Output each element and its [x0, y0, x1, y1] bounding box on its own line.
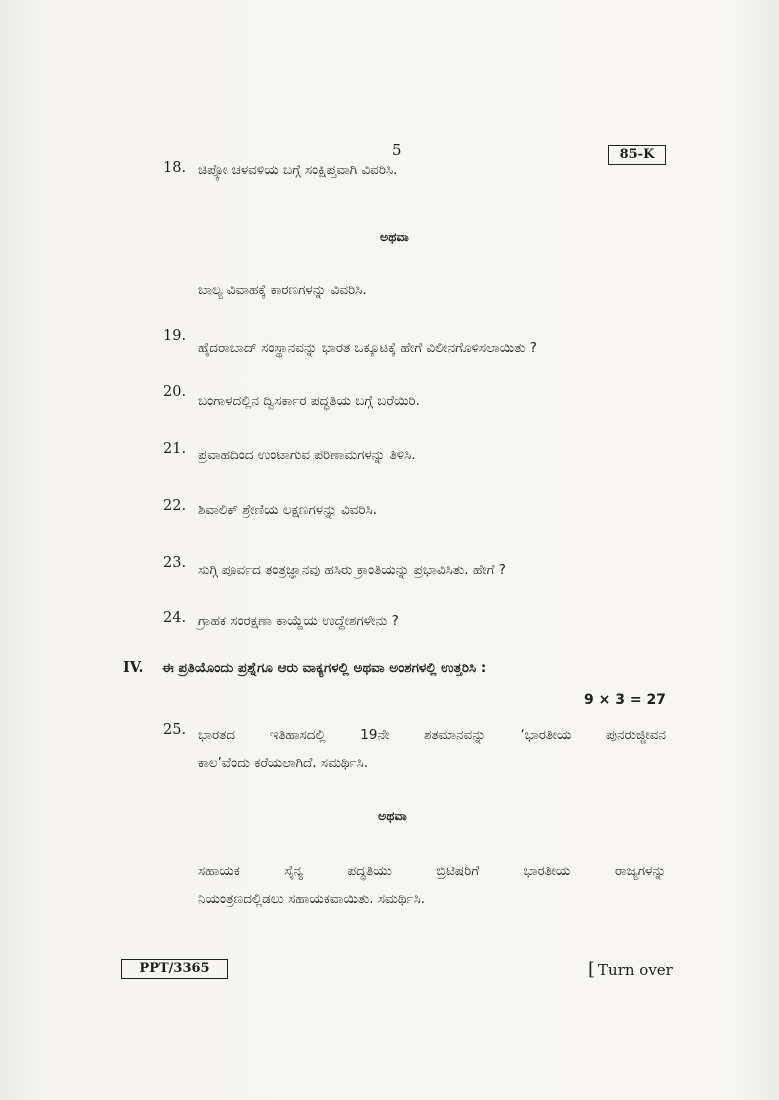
- or-label-25: ಅಥವಾ: [378, 808, 407, 823]
- or-label-18: ಅಥವಾ: [380, 229, 409, 244]
- question-22-text: ಶಿವಾಲಿಕ್ ಶ್ರೇಣಿಯ ಲಕ್ಷಣಗಳನ್ನು ವಿವರಿಸಿ.: [198, 502, 378, 518]
- question-25-line-2: ಕಾಲ’ವೆಂದು ಕರೆಯಲಾಗಿದೆ. ಸಮರ್ಥಿಸಿ.: [198, 755, 369, 771]
- question-20-text: ಬಂಗಾಳದಲ್ಲಿನ ದ್ವಿಸರ್ಕಾರ ಪದ್ಧತಿಯ ಬಗ್ಗೆ ಬರೆಯಿರಿ.: [198, 393, 420, 409]
- question-24-number: 24.: [163, 610, 187, 626]
- section-marks: 9 × 3 = 27: [584, 692, 666, 708]
- question-25-alt-line-1: ಸಹಾಯಕ ಸೈನ್ಯ ಪದ್ಧತಿಯು ಬ್ರಿಟಿಷರಿಗೆ ಭಾರತೀಯ ರಾಜ್ಯಗಳನ್ನು: [198, 863, 666, 879]
- booklet-code-box: PPT/3365: [121, 959, 228, 979]
- question-18-alt-text: ಬಾಲ್ಯ ವಿವಾಹಕ್ಕೆ ಕಾರಣಗಳನ್ನು ವಿವರಿಸಿ.: [198, 282, 367, 298]
- turn-over-text: Turn over: [598, 961, 673, 979]
- question-25-alt-line-2: ನಿಯಂತ್ರಣದಲ್ಲಿಡಲು ಸಹಾಯಕವಾಯಿತು. ಸಮರ್ಥಿಸಿ.: [198, 891, 426, 907]
- bracket-glyph: [: [588, 959, 596, 980]
- page-number: 5: [392, 141, 402, 159]
- question-22-number: 22.: [163, 498, 187, 514]
- question-20-number: 20.: [163, 384, 187, 400]
- turn-over-note: [588, 961, 673, 979]
- question-23-number: 23.: [163, 555, 187, 571]
- section-number: IV.: [123, 659, 144, 676]
- paper-code-box: 85-K: [608, 145, 666, 165]
- question-19-number: 19.: [163, 328, 187, 344]
- question-19-text: ಹೈದರಾಬಾದ್ ಸಂಸ್ಥಾನವನ್ನು ಭಾರತ ಒಕ್ಕೂಟಕ್ಕೆ ಹೇಗೆ ವಿಲೀನಗೊಳಿಸಲಾಯಿತು ?: [198, 340, 537, 356]
- question-18-text: ಚಿಪ್ಕೋ ಚಳವಳಿಯ ಬಗ್ಗೆ ಸಂಕ್ಷಿಪ್ತವಾಗಿ ವಿವರಿಸಿ.: [198, 162, 398, 178]
- question-21-number: 21.: [163, 441, 187, 457]
- question-18-number: 18.: [163, 160, 187, 176]
- question-25-line-1: ಭಾರತದ ಇತಿಹಾಸದಲ್ಲಿ 19ನೇ ಶತಮಾನವನ್ನು ‘ಭಾರತೀಯ ಪುನರುಜ್ಜೀವನ: [198, 727, 666, 743]
- question-24-text: ಗ್ರಾಹಕ ಸಂರಕ್ಷಣಾ ಕಾಯ್ದೆಯ ಉದ್ದೇಶಗಳೇನು ?: [198, 613, 399, 629]
- section-instruction: ಈ ಪ್ರತಿಯೊಂದು ಪ್ರಶ್ನೆಗೂ ಆರು ವಾಕ್ಯಗಳಲ್ಲಿ ಅಥವಾ ಅಂಶಗಳಲ್ಲಿ ಉತ್ತರಿಸಿ :: [162, 660, 487, 676]
- question-25-number: 25.: [163, 722, 187, 738]
- question-23-text: ಸುಗ್ಗಿ ಪೂರ್ವದ ತಂತ್ರಜ್ಞಾನವು ಹಸಿರು ಕ್ರಾಂತಿಯನ್ನು ಪ್ರಭಾವಿಸಿತು. ಹೇಗೆ ?: [198, 562, 506, 578]
- question-21-text: ಪ್ರವಾಹದಿಂದ ಉಂಟಾಗುವ ಪರಿಣಾಮಗಳನ್ನು ತಿಳಿಸಿ.: [198, 447, 416, 463]
